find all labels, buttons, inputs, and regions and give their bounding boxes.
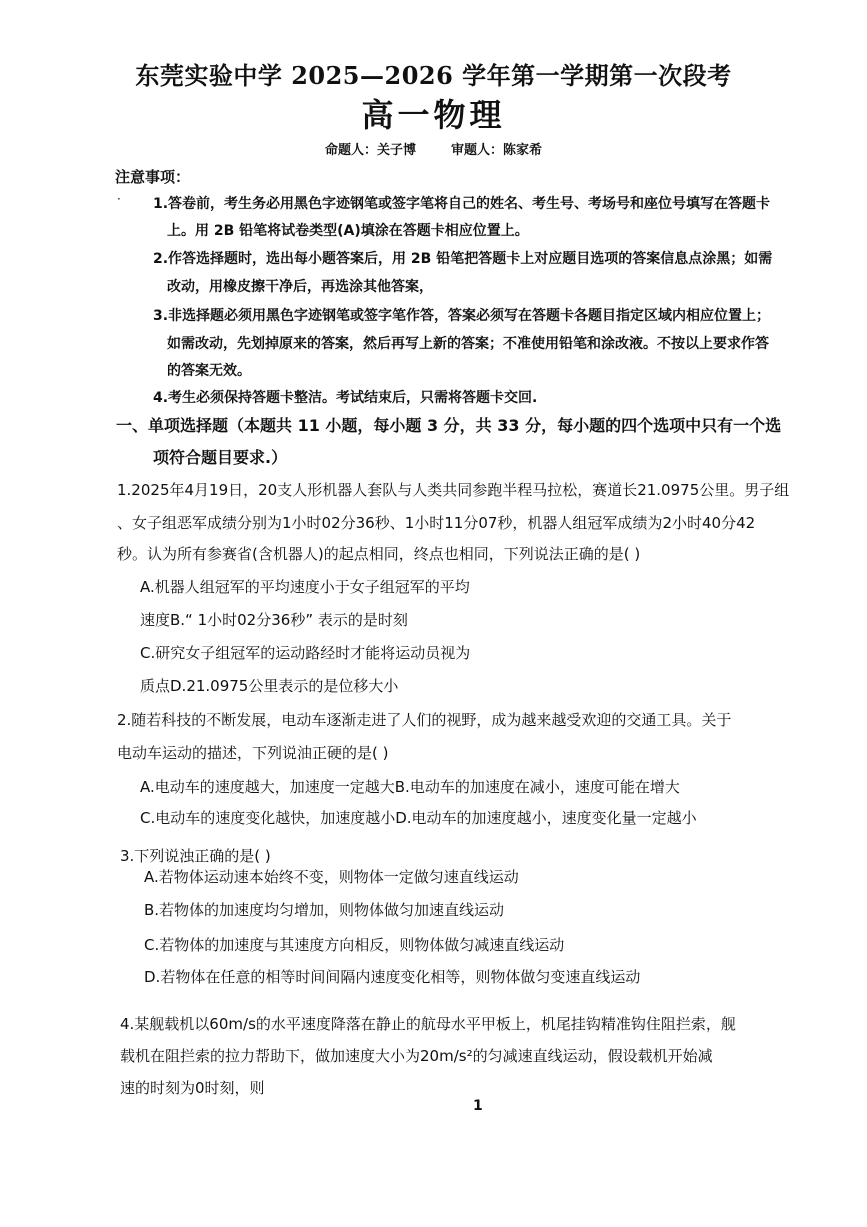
q1-option: C.研究女子组冠军的运动路经时才能将运动员视为 (140, 644, 471, 662)
notice-bullet: · (117, 192, 121, 206)
notice-heading: 注意事项： (115, 168, 191, 186)
q3-option: D.若物体在任意的相等时间间隔内速度变化相等，则物体做匀变速直线运动 (144, 968, 641, 986)
q4-stem: 4.某舰载机以60m/s的水平速度降落在静止的航母水平甲板上，机尾挂钩精准钩住阻拦索，舰 (120, 1015, 736, 1033)
page-number: 1 (473, 1098, 483, 1114)
notice-line: 改动，用橡皮擦干净后，再选涂其他答案， (167, 279, 433, 295)
q2-option: C.电动车的速度变化越快，加速度越小D.电动车的加速度越小，速度变化量一定越小 (140, 809, 697, 827)
notice-line: 上。用 2B 铅笔将试卷类型(A)填涂在答题卡相应位置上。 (167, 223, 529, 239)
exam-title: 东莞实验中学 2025—2026 学年第一学期第一次段考 (135, 61, 732, 90)
proposer: 命题人：关子博 (324, 143, 416, 158)
q4-stem: 载机在阻拦索的拉力帮助下，做加速度大小为20m/s²的匀减速直线运动，假设载机开始减 (120, 1047, 713, 1065)
notice-line: 4.考生必须保持答题卡整洁。考试结束后，只需将答题卡交回. (153, 390, 538, 406)
q1-stem: 1.2025年4月19日，20支人形机器人套队与人类共同参跑半程马拉松，赛道长21.0975公里。男子组 (117, 481, 790, 499)
q3-stem: 3.下列说浊正确的是( ) (120, 847, 271, 865)
q1-option: 质点D.21.0975公里表示的是位移大小 (140, 677, 399, 695)
q3-option: C.若物体的加速度与其速度方向相反，则物体做匀减速直线运动 (144, 936, 565, 954)
notice-line: 的答案无效。 (167, 363, 251, 379)
q2-stem: 2.随若科技的不断发展，电动车逐渐走进了人们的视野，成为越来越受欢迎的交通工具。关于 (117, 711, 732, 729)
notice-line: 1.答卷前，考生务必用黑色字迹钢笔或签字笔将自己的姓名、考生号、考场号和座位号填写在答题卡 (153, 196, 771, 212)
notice-line: 3.非选择题必须用黑色字迹钢笔或签字笔作答，答案必须写在答题卡各题目指定区域内相应位置上； (153, 308, 771, 324)
section-heading-cont: 项符合题目要求.） (153, 448, 288, 467)
section-heading: 一、单项选择题（本题共 11 小题，每小题 3 分，共 33 分，每小题的四个选项中只有一个选 (116, 416, 782, 435)
notice-line: 如需改动，先划掉原来的答案，然后再写上新的答案；不准使用铅笔和涂改液。不按以上要求作答 (167, 336, 769, 352)
q3-option: A.若物体运动速本始终不变，则物体一定做匀速直线运动 (144, 868, 519, 886)
q2-stem: 电动车运动的描述，下列说油正硬的是( ) (117, 744, 389, 762)
notice-line: 2.作答选择题时，选出每小题答案后，用 2B 铅笔把答题卡上对应题目选项的答案信息点涂黑；如需 (153, 251, 773, 267)
q4-stem: 速的时刻为0时刻，则 (120, 1079, 265, 1097)
authors-line (0, 139, 867, 158)
subject-title: 高一物理 (361, 96, 506, 134)
q1-stem: 、女子组恶军成绩分别为1小时02分36秒、1小时11分07秒，机器人组冠军成绩为2小时40分42 (117, 514, 756, 532)
q1-stem: 秒。认为所有参赛省(含机器人)的起点相同，终点也相同，下列说法正确的是( ) (117, 545, 641, 563)
q3-option: B.若物体的加速度均匀增加，则物体做匀加速直线运动 (144, 901, 505, 919)
reviewer: 审题人：陈家希 (451, 143, 543, 158)
q1-option: 速度B.“ 1小时02分36秒” 表示的是时刻 (140, 611, 408, 629)
q1-option: A.机器人组冠军的平均速度小于女子组冠军的平均 (140, 578, 470, 596)
q2-option: A.电动车的速度越大，加速度一定越大B.电动车的加速度在减小，速度可能在增大 (140, 778, 680, 796)
